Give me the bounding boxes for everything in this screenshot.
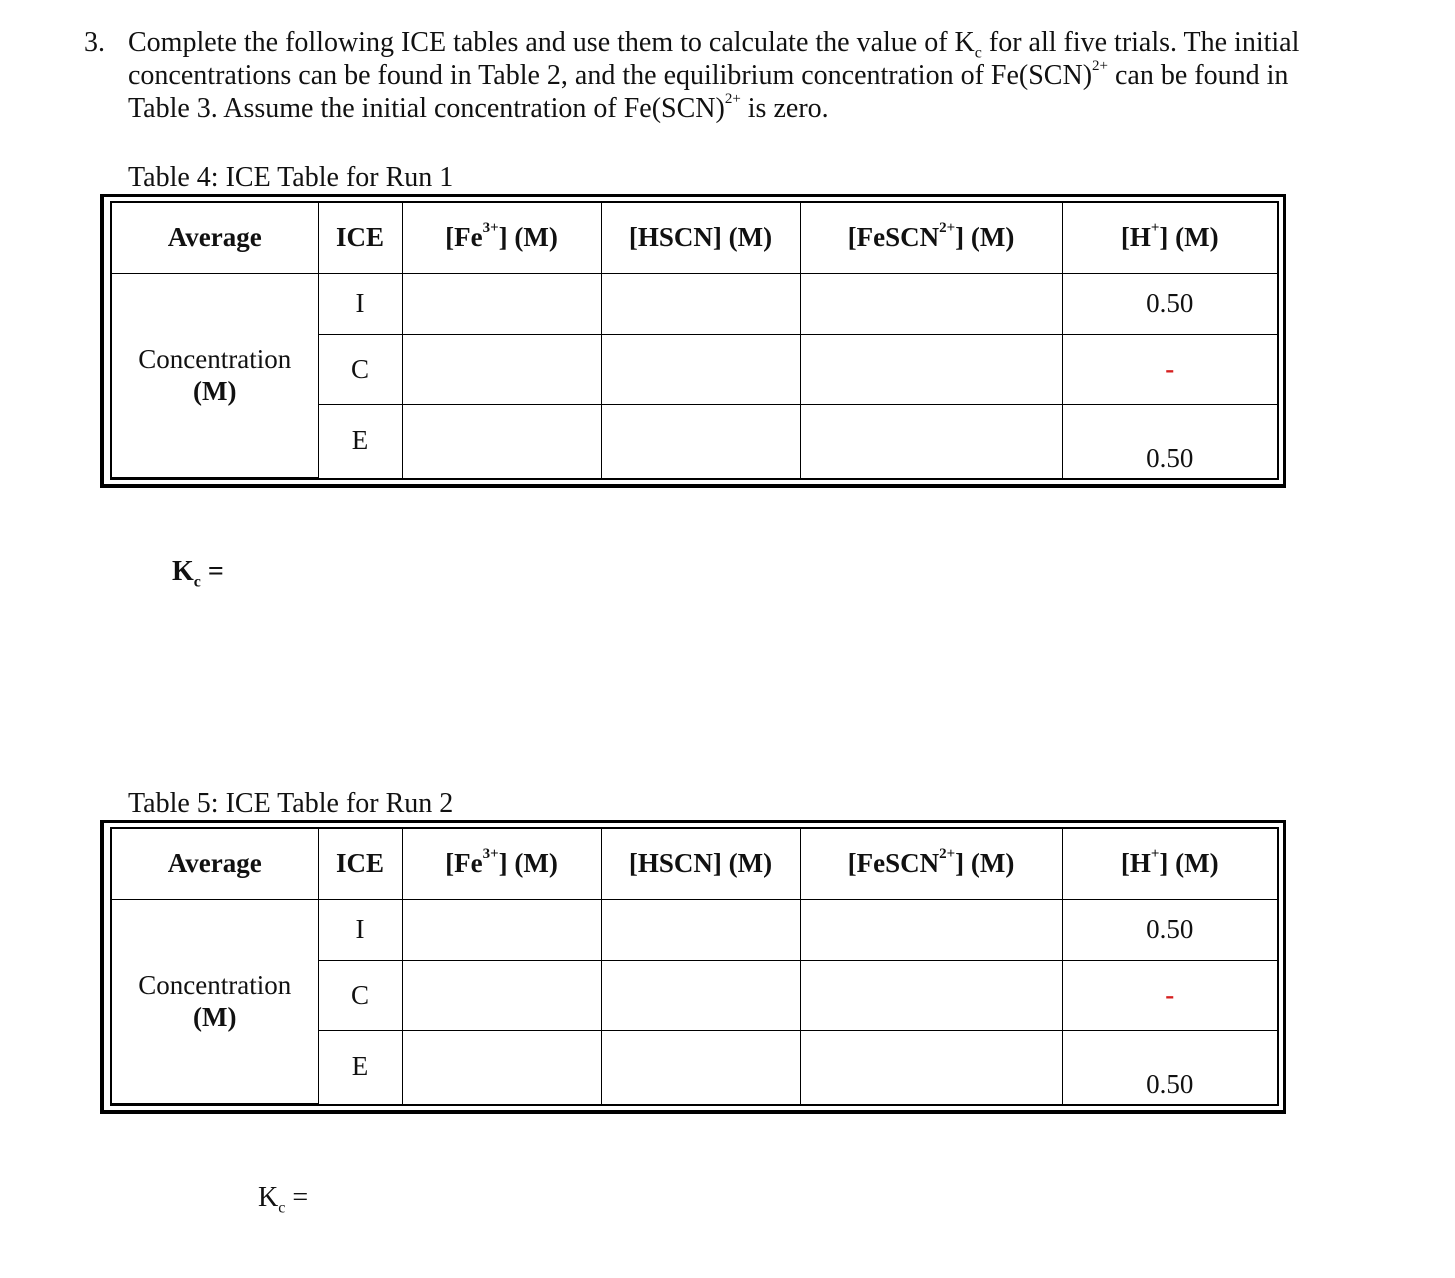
header-h: [H+] (M): [1062, 203, 1277, 273]
cell-hscn-e[interactable]: [601, 1030, 800, 1104]
header-fe: $[Fe^{3+}]$ (M): [402, 829, 601, 899]
cell-hscn-c[interactable]: [601, 334, 800, 404]
header-fescn: [FeSCN$^{2+}$] (M): [800, 203, 1062, 273]
cell-fe-e[interactable]: [402, 404, 601, 478]
concentration-label: Concentration (M): [112, 899, 318, 1104]
ice-label-c: C: [318, 960, 402, 1030]
kc-run-1[interactable]: $K_c$ =: [172, 556, 224, 591]
cell-fe-c[interactable]: [402, 960, 601, 1030]
cell-fescn-c[interactable]: [800, 334, 1062, 404]
cell-h-c: -: [1062, 334, 1277, 404]
ice-table-run-2: [100, 820, 1286, 1114]
table-header-row: [112, 203, 1277, 273]
header-ice: ICE: [318, 829, 402, 899]
table-row-i: [112, 273, 1277, 334]
ice-label-e: E: [318, 1030, 402, 1104]
cell-hscn-c[interactable]: [601, 960, 800, 1030]
cell-h-i: 0.50: [1062, 899, 1277, 960]
question-line-3: Table 3. Assume the initial concentration of Fe(SCN)$^{2+}$ is zero.: [128, 90, 829, 124]
ice-label-i: I: [318, 899, 402, 960]
cell-h-c: -: [1062, 960, 1277, 1030]
cell-fe-i[interactable]: [402, 899, 601, 960]
table-header-row: [112, 829, 1277, 899]
cell-h-i: 0.50: [1062, 273, 1277, 334]
cell-fescn-e[interactable]: [800, 1030, 1062, 1104]
cell-h-e: 0.50: [1062, 1030, 1277, 1104]
table-5-caption: Table 5: ICE Table for Run 2: [128, 788, 454, 819]
concentration-label: Concentration (M): [112, 273, 318, 478]
ice-label-i: I: [318, 273, 402, 334]
header-average: Average: [112, 203, 318, 273]
header-hscn: [HSCN] (M): [601, 203, 800, 273]
cell-hscn-e[interactable]: [601, 404, 800, 478]
cell-fe-i[interactable]: [402, 273, 601, 334]
table-4-caption: Table 4: ICE Table for Run 1: [128, 162, 454, 193]
cell-h-e: 0.50: [1062, 404, 1277, 478]
cell-fescn-i[interactable]: [800, 273, 1062, 334]
header-fescn: [FeSCN$^{2+}$] (M): [800, 829, 1062, 899]
header-ice: ICE: [318, 203, 402, 273]
cell-fescn-c[interactable]: [800, 960, 1062, 1030]
ice-label-e: E: [318, 404, 402, 478]
cell-hscn-i[interactable]: [601, 273, 800, 334]
cell-fescn-i[interactable]: [800, 899, 1062, 960]
question-line-2: concentrations can be found in Table 2, and the equilibrium concentration of Fe(SCN)$^{2+}$ can be found in: [128, 57, 1289, 91]
cell-fescn-e[interactable]: [800, 404, 1062, 478]
cell-hscn-i[interactable]: [601, 899, 800, 960]
header-fe: $[Fe^{3+}]$ (M): [402, 203, 601, 273]
header-hscn: [HSCN] (M): [601, 829, 800, 899]
header-average: Average: [112, 829, 318, 899]
cell-fe-c[interactable]: [402, 334, 601, 404]
cell-fe-e[interactable]: [402, 1030, 601, 1104]
table-row-i: [112, 899, 1277, 960]
question-number: 3.: [84, 27, 105, 58]
kc-run-2[interactable]: $K_c$ =: [258, 1182, 309, 1217]
ice-label-c: C: [318, 334, 402, 404]
ice-table-run-1: [100, 194, 1286, 488]
header-h: [H+] (M): [1062, 829, 1277, 899]
question-text: [128, 26, 1380, 125]
question-line-1: Complete the following ICE tables and use them to calculate the value of $K_c$ for all five trials. The initial: [128, 27, 1300, 62]
